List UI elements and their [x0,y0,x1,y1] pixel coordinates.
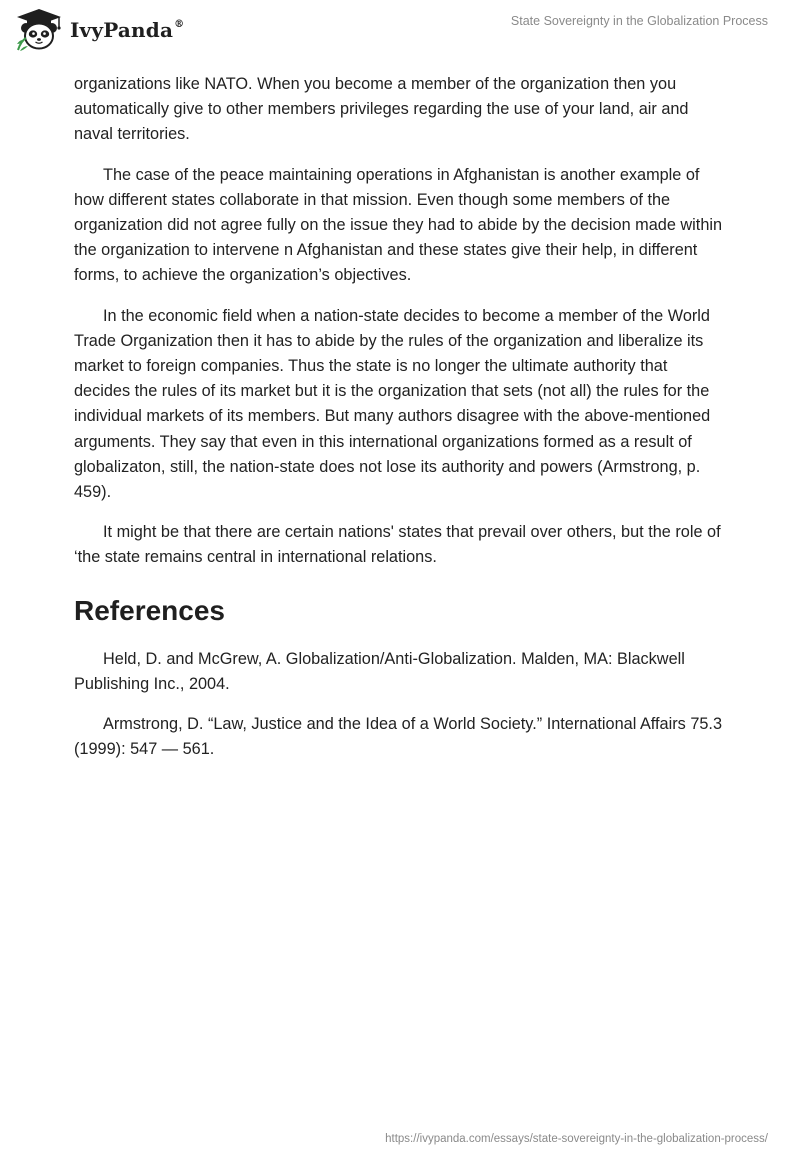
source-url[interactable]: https://ivypanda.com/essays/state-sovereignty-in-the-globalization-process/ [385,1133,768,1145]
essay-content [74,72,726,777]
registered-mark: ® [174,19,185,31]
references-heading: References [74,594,225,626]
document-title: State Sovereignty in the Globalization Process [510,14,768,28]
brand-logo[interactable] [14,8,184,52]
brand-name [70,18,184,42]
reference-item: Armstrong, D. “Law, Justice and the Idea of a World Society.” International Affairs 75.3 (1999): 547 — 561. [74,715,723,759]
page-header [0,0,800,66]
body-paragraph: In the economic field when a nation-state decides to become a member of the World Trade Organization then it has to abide by the rules of the organization and liberalize its market to foreign companies. Thus the state is no longer the ultimate authority that decides the rules of its market but it is the organization that sets (not all) the rules for the individual markets of its members. But many authors disagree with the above-mentioned arguments. They say that even in this international organizations formed as a result of globalizaton, still, the nation-state does not lose its authority and powers (Armstrong, p. 459). [74,306,711,502]
panda-logo-icon [14,8,64,52]
body-paragraph: It might be that there are certain nations' states that prevail over others, but the role of ‘the state remains central in international relations. [74,523,721,567]
body-paragraph: The case of the peace maintaining operations in Afghanistan is another example of how different states collaborate in that mission. Even though some members of the organization did not agree fully on the issue they had to abide by the decision made within the organization to intervene n Afghanistan and these states give their help, in different forms, to achieve the organization’s objectives. [74,165,723,285]
brand-wordmark: IvyPanda [70,18,174,42]
body-paragraph: organizations like NATO. When you become a member of the organization then you automatically give to other members privileges regarding the use of your land, air and naval territories. [74,75,689,144]
reference-item: Held, D. and McGrew, A. Globalization/Anti-Globalization. Malden, MA: Blackwell Publishing Inc., 2004. [74,649,685,693]
